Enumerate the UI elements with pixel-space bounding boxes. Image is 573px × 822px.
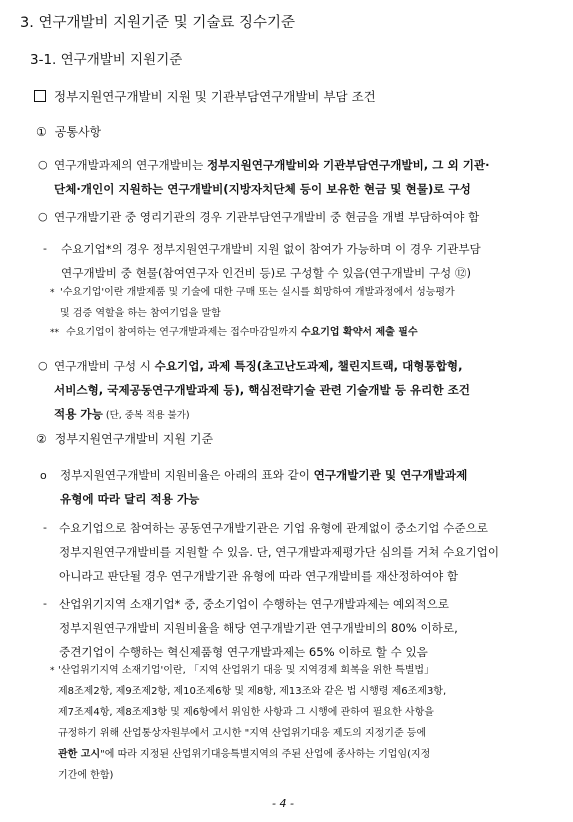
paragraph-line: 산업위기지역 소재기업* 중, 중소기업이 수행하는 연구개발과제는 예외적으로 xyxy=(59,597,449,611)
paragraph xyxy=(54,153,490,201)
paragraph-line xyxy=(54,402,470,426)
footnote-line xyxy=(58,744,446,765)
section-gov-support xyxy=(36,430,213,447)
text-run: 연구개발과제의 연구개발비는 xyxy=(54,158,207,172)
text-run-bold: 수요기업, 과제 특징(초고난도과제, 챌린지트랙, 대형통합형, xyxy=(154,359,463,373)
page-number: - 4 - xyxy=(272,797,294,810)
topic-heading-text: 정부지원연구개발비 지원 및 기관부담연구개발비 부담 조건 xyxy=(54,89,376,104)
paragraph xyxy=(59,516,499,588)
paragraph xyxy=(54,354,470,426)
paragraph-line: 연구개발비 중 현물(참여연구자 인건비 등)로 구성할 수 있음(연구개발비 구성 ⑫) xyxy=(61,266,472,280)
footnote-mark: ** xyxy=(50,328,59,338)
bullet-circle: ○ xyxy=(38,359,48,372)
section-number: ① xyxy=(36,125,47,139)
paragraph-line: 중견기업이 수행하는 혁신제품형 연구개발과제는 65% 이하로 할 수 있음 xyxy=(59,645,428,659)
footnote-line: 기간에 한함) xyxy=(58,770,114,781)
dash-marker: - xyxy=(43,597,47,610)
text-run-bold: 정부지원연구개발비와 기관부담연구개발비, 그 외 기관· xyxy=(206,158,490,172)
text-run: "에 따라 지정된 산업위기대응특별지역의 주된 산업에 종사하는 기업임(지정 xyxy=(100,749,431,760)
dash-marker: - xyxy=(43,521,47,534)
section-heading: 3. 연구개발비 지원기준 및 기술료 징수기준 xyxy=(20,15,295,31)
paragraph-line: 연구개발기관 중 영리기관의 경우 기관부담연구개발비 중 현금을 개별 부담하여야 함 xyxy=(54,210,480,224)
text-run-bold: 관한 고시 xyxy=(58,749,101,760)
text-run-bold: 적용 가능 xyxy=(54,407,103,421)
footnote-line: '산업위기지역 소재기업'이란, 「지역 산업위기 대응 및 지역경제 회복을 위한 특별법」 xyxy=(58,665,435,676)
paragraph-line: 유형에 따라 달리 적용 가능 xyxy=(60,492,200,506)
paragraph xyxy=(60,463,467,511)
paragraph xyxy=(59,592,458,664)
paragraph-line: 단체·개인이 지원하는 연구개발비(지방자치단체 등이 보유한 현금 및 현물)로 구성 xyxy=(54,182,471,196)
paragraph-line: 아니라고 판단될 경우 연구개발기관 유형에 따라 연구개발비를 재산정하여야 함 xyxy=(59,569,459,583)
paragraph-line: 수요기업*의 경우 정부지원연구개발비 지원 없이 참여가 가능하며 이 경우 기관부담 xyxy=(61,242,481,256)
paragraph-line xyxy=(60,463,467,487)
dash-marker: - xyxy=(43,242,47,255)
section-title: 공통사항 xyxy=(54,125,102,139)
text-run-bold: 수요기업 확약서 제출 필수 xyxy=(300,327,418,338)
text-run: 정부지원연구개발비 지원비율은 아래의 표와 같이 xyxy=(60,468,314,482)
footnote-mark: * xyxy=(50,666,55,676)
subsection-heading: 3-1. 연구개발비 지원기준 xyxy=(30,52,183,68)
paragraph-line: 정부지원연구개발비 지원비율을 해당 연구개발기관 연구개발비의 80% 이하로, xyxy=(59,621,458,635)
footnote-line: 및 검증 역할을 하는 참여기업을 말함 xyxy=(60,308,221,319)
paragraph xyxy=(61,237,481,285)
paragraph-line xyxy=(54,354,470,378)
section-common xyxy=(36,123,101,140)
paragraph-line xyxy=(54,153,490,177)
footnote-line: 규정하기 위해 산업통상자원부에서 고시한 "지역 산업위기대응 제도의 지정기준 등에 xyxy=(58,728,427,739)
section-title: 정부지원연구개발비 지원 기준 xyxy=(54,432,214,446)
text-run-bold: 연구개발기관 및 연구개발과제 xyxy=(313,468,468,482)
topic-heading xyxy=(34,87,376,105)
paragraph-line: 서비스형, 국제공동연구개발과제 등), 핵심전략기술 관련 기술개발 등 유리한 조건 xyxy=(54,383,470,397)
bullet-circle: o xyxy=(40,469,47,482)
footnote-line xyxy=(66,322,418,343)
text-run: 수요기업이 참여하는 연구개발과제는 접수마감일까지 xyxy=(66,327,301,338)
section-number: ② xyxy=(36,432,47,446)
checkbox-square-icon xyxy=(34,90,46,102)
footnote xyxy=(58,660,446,786)
footnote-mark: * xyxy=(50,288,55,298)
paragraph-line: 정부지원연구개발비를 지원할 수 있음. 단, 연구개발과제평가단 심의를 거쳐 수요기업이 xyxy=(59,545,500,559)
text-run-small: (단, 중복 적용 불가) xyxy=(102,410,190,421)
text-run: 연구개발비 구성 시 xyxy=(54,359,155,373)
paragraph xyxy=(54,205,479,229)
footnote-line: 제8조제2항, 제9조제2항, 제10조제6항 및 제8항, 제13조와 같은 법 시행령 제6조제3항, xyxy=(58,686,447,697)
paragraph-line: 수요기업으로 참여하는 공동연구개발기관은 기업 유형에 관계없이 중소기업 수준으로 xyxy=(59,521,488,535)
footnote xyxy=(66,322,418,343)
footnote-line: 제7조제4항, 제8조제3항 및 제6항에서 위임한 사항과 그 시행에 관하여 필요한 사항을 xyxy=(58,707,434,718)
bullet-circle: ○ xyxy=(38,158,48,171)
bullet-circle: ○ xyxy=(38,210,48,223)
footnote-line: '수요기업'이란 개발제품 및 기술에 대한 구매 또는 실시를 희망하여 개발과정에서 성능평가 xyxy=(60,287,455,298)
footnote xyxy=(60,282,455,324)
